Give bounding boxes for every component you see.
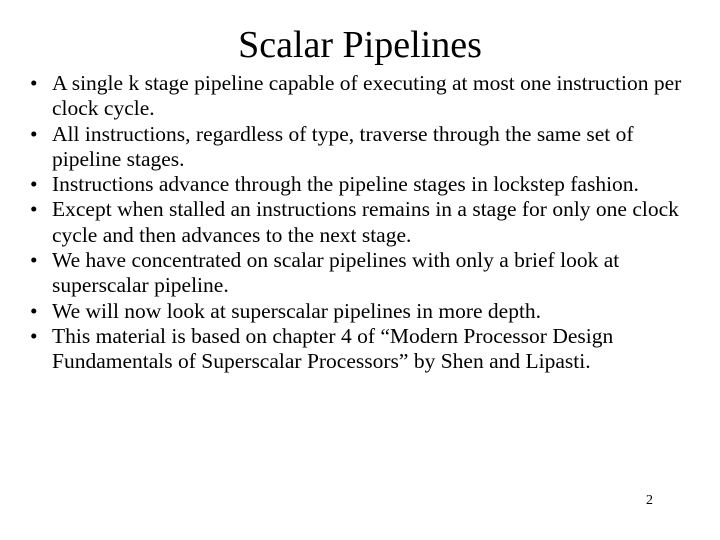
bullet-text: We will now look at superscalar pipelines in more depth. <box>52 298 542 323</box>
bullet-text: A single k stage pipeline capable of executing at most one instruction per clock cycle. <box>52 71 682 121</box>
bullet-icon: • <box>30 248 38 273</box>
bullet-item <box>30 299 700 324</box>
bullet-text: Instructions advance through the pipeline stages in lockstep fashion. <box>52 172 639 197</box>
bullet-item <box>30 122 700 173</box>
bullet-item <box>30 197 700 248</box>
bullet-icon: • <box>30 197 38 222</box>
bullet-icon: • <box>30 323 38 348</box>
page-number: 2 <box>646 493 653 508</box>
bullet-icon: • <box>30 298 38 323</box>
bullet-list <box>30 71 700 375</box>
bullet-item <box>30 172 700 197</box>
bullet-item <box>30 71 700 122</box>
bullet-item <box>30 248 700 299</box>
bullet-icon: • <box>30 71 38 95</box>
slide-title: Scalar Pipelines <box>238 24 482 66</box>
bullet-icon: • <box>30 121 38 146</box>
bullet-text: All instructions, regardless of type, traverse through the same set of pipeline stages. <box>52 121 634 171</box>
bullet-text: This material is based on chapter 4 of “Modern Processor Design Fundamentals of Superscalar Processors” by Shen and Lipasti. <box>52 323 614 374</box>
bullet-text: Except when stalled an instructions remains in a stage for only one clock cycle and then advances to the next stage. <box>52 197 679 247</box>
bullet-icon: • <box>30 172 38 197</box>
bullet-text: We have concentrated on scalar pipelines with only a brief look at superscalar pipeline. <box>52 248 620 298</box>
bullet-item <box>30 324 700 375</box>
